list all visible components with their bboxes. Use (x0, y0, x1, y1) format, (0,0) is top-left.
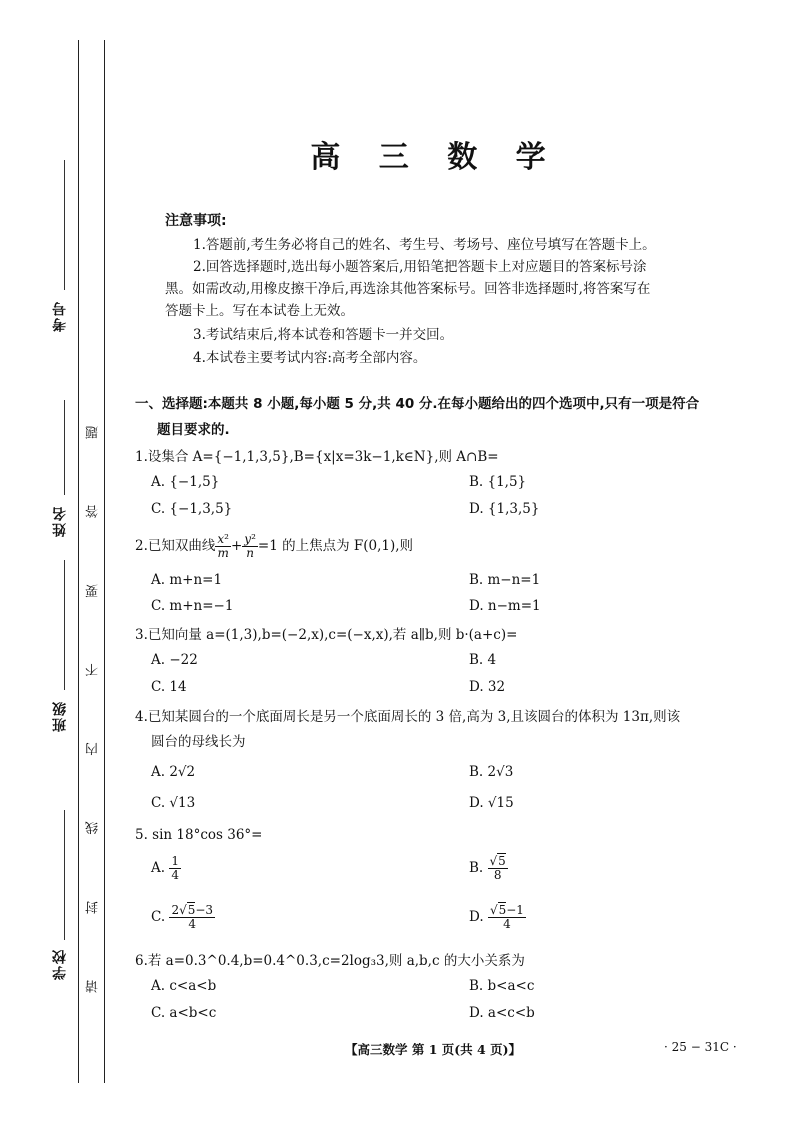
notice-heading: 注意事项: (165, 213, 227, 229)
q2-stem-pre: 2.已知双曲线 (135, 538, 216, 554)
q3-option-b: B. 4 (469, 652, 497, 668)
q4-option-a: A. 2√2 (151, 764, 196, 780)
q2-frac-x: $\frac{\text{x²}}{m}$ (217, 532, 229, 560)
q4-option-c: C. √13 (151, 795, 196, 811)
notice-item-1: 1.答题前,考生务必将自己的姓名、考生号、考场号、座位号填写在答题卡上。 (193, 237, 656, 253)
q5-option-b (469, 855, 508, 882)
q1-option-d: D. {1,3,5} (469, 501, 540, 517)
q2-option-d: D. n−m=1 (469, 598, 541, 614)
paper-code: · 25 − 31C · (664, 1040, 737, 1054)
q5-stem: 5. sin 18°cos 36°= (135, 827, 263, 843)
q1-option-a: A. {−1,5} (151, 474, 220, 490)
q2-stem-post: =1 的上焦点为 F(0,1),则 (257, 538, 414, 554)
q5-option-a-label: A. (151, 860, 166, 876)
exam-no-blank (64, 160, 65, 290)
q3-option-c: C. 14 (151, 679, 187, 695)
notice-item-2: 2.回答选择题时,选出每小题答案后,用铅笔把答题卡上对应题目的答案标号涂 (193, 259, 647, 275)
q6-option-c: C. a<b<c (151, 1005, 217, 1021)
q5-c-fraction: $\frac{2√5-3}{4}$ (171, 903, 214, 931)
q2-frac-y: $\frac{\text{y²}}{n}$ (244, 532, 256, 560)
q6-stem: 6.若 a=0.3^0.4,b=0.4^0.3,c=2log₃3,则 a,b,c 的大小关系为 (135, 953, 525, 969)
q3-stem: 3.已知向量 a=(1,3),b=(−2,x),c=(−x,x),若 a∥b,则 b·(a+c)= (135, 627, 518, 643)
q5-option-c-label: C. (151, 909, 166, 925)
q2-stem: 2.已知双曲线 $\frac{\text{x²}}{m}$ + $\frac{\text{y²}}{n}$ =1 的上焦点为 F(0,1),则 (135, 532, 414, 560)
q1-stem: 1.设集合 A={−1,1,3,5},B={x|x=3k−1,k∈N},则 A∩B= (135, 449, 499, 465)
section-1-heading: 一、选择题:本题共 8 小题,每小题 5 分,共 40 分.在每小题给出的四个选项中,只有一项是符合 (135, 396, 700, 412)
q4-stem-cont: 圆台的母线长为 (151, 734, 246, 750)
name-label: 姓名 (52, 505, 68, 537)
school-blank (64, 810, 65, 940)
school-label: 学校 (52, 948, 68, 980)
q6-option-d: D. a<c<b (469, 1005, 535, 1021)
q5-option-b-label: B. (469, 860, 484, 876)
notice-item-4: 4.本试卷主要考试内容:高考全部内容。 (193, 350, 427, 366)
q2-option-c: C. m+n=−1 (151, 598, 234, 614)
q1-option-c: C. {−1,3,5} (151, 501, 233, 517)
q3-option-a: A. −22 (151, 652, 198, 668)
q4-stem: 4.已知某圆台的一个底面周长是另一个底面周长的 3 倍,高为 3,且该圆台的体积为 13π,则该 (135, 709, 681, 725)
class-label: 班级 (52, 700, 68, 732)
q5-option-c (151, 904, 215, 931)
q5-a-fraction: $\frac{1}{4}$ (171, 854, 179, 882)
q5-option-d (469, 904, 526, 931)
binding-line-inner (104, 40, 105, 1083)
section-1-heading-cont: 题目要求的. (157, 422, 230, 438)
q6-option-b: B. b<a<c (469, 978, 535, 994)
q5-d-fraction: $\frac{√5-1}{4}$ (489, 903, 524, 931)
page-footer: 【高三数学 第 1 页(共 4 页)】 (345, 1042, 521, 1057)
q2-option-a: A. m+n=1 (151, 572, 223, 588)
notice-item-3: 3.考试结束后,将本试卷和答题卡一并交回。 (193, 327, 454, 343)
notice-item-2-cont: 黑。如需改动,用橡皮擦干净后,再选涂其他答案标号。回答非选择题时,将答案写在 (165, 281, 651, 297)
q4-option-b: B. 2√3 (469, 764, 514, 780)
q2-option-b: B. m−n=1 (469, 572, 541, 588)
q6-option-a: A. c<a<b (151, 978, 217, 994)
binding-line-outer (78, 40, 79, 1083)
class-blank (64, 560, 65, 690)
q3-option-d: D. 32 (469, 679, 506, 695)
q5-option-d-label: D. (469, 909, 484, 925)
q4-option-d: D. √15 (469, 795, 514, 811)
q5-option-a (151, 855, 181, 882)
name-blank (64, 400, 65, 495)
q1-option-b: B. {1,5} (469, 474, 527, 490)
q5-b-fraction: $\frac{√5}{8}$ (489, 854, 506, 882)
notice-item-2-end: 答题卡上。写在本试卷上无效。 (165, 303, 354, 319)
page-title: 高 三 数 学 (310, 140, 560, 175)
exam-no-label: 考号 (52, 300, 68, 332)
seal-line-text: 请 封 线 内 不 要 答 题 (86, 395, 101, 993)
